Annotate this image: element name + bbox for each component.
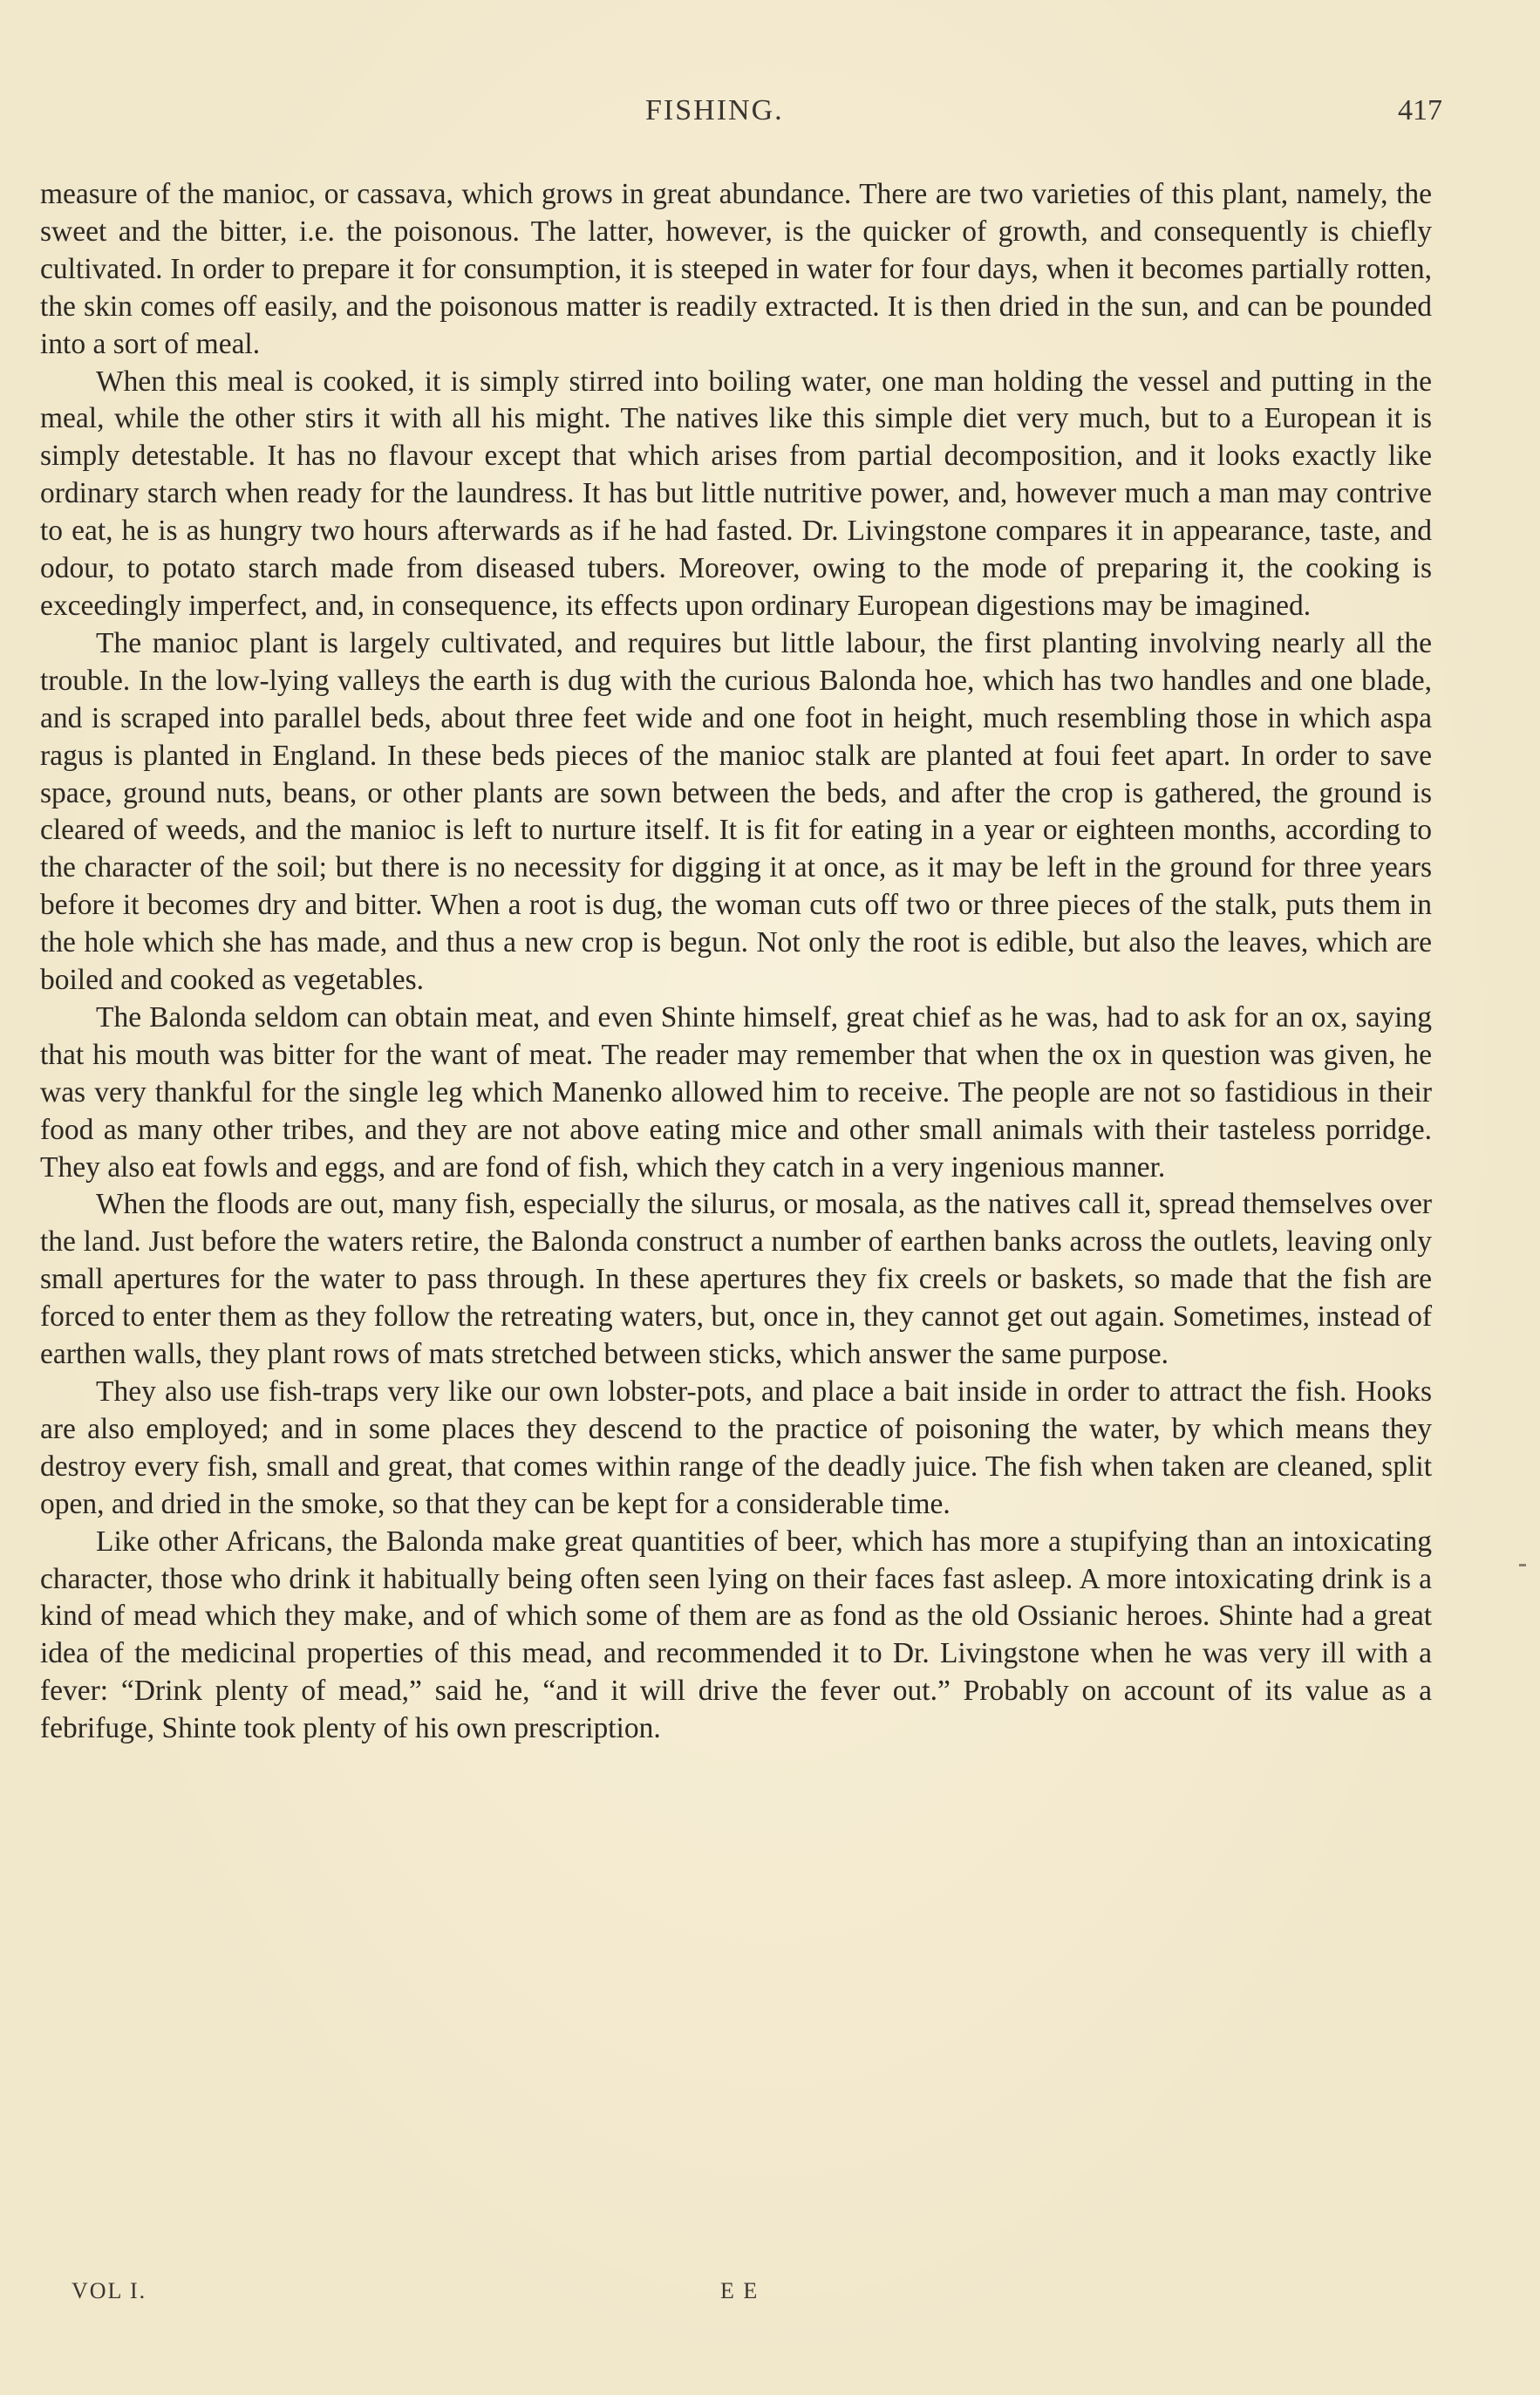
paragraph-5: When the floods are out, many fish, especially the silurus, or mosala, as the natives call it, spread themselves over the land. Just before the waters retire, the Balonda construct a number of earthen banks across the outlets, leaving only small apertures for the water to pass through. In these apertures they fix creels or baskets, so made that the fish are forced to enter them as they follow the retreating waters, but, once in, they cannot get out again. Sometimes, instead of earthen walls, they plant rows of mats stretched between sticks, which answer the same purpose. xyxy=(40,1188,1432,1371)
page-footer xyxy=(0,2278,1540,2313)
volume-label: VOL I. xyxy=(72,2278,147,2303)
paragraph-7: Like other Africans, the Balonda make great quantities of beer, which has more a stupifying than an intoxicating character, those who drink it habitually being often seen lying on their faces fast asleep. A more intoxicating drink is a kind of mead which they make, and of which some of them are as fond as the old Ossianic heroes. Shinte had a great idea of the medicinal properties of this mead, and recommended it to Dr. Livingstone when he was very ill with a fever: “Drink plenty of mead,” said he, “and it will drive the fever out.” Probably on account of its value as a febrifuge, Shinte took plenty of his own prescription. xyxy=(40,1525,1432,1745)
running-title: FISHING. xyxy=(645,94,784,126)
paragraph-6: They also use fish-traps very like our own lobster-pots, and place a bait inside in order to attract the fish. Hooks are also employed; and in some places they descend to the practice of poisoning the water, by which means they destroy every fish, small and great, that comes within range of the deadly juice. The fish when taken are cleaned, split open, and dried in the smoke, so that they can be kept for a considerable time. xyxy=(40,1375,1432,1520)
paragraph-4: The Balonda seldom can obtain meat, and even Shinte himself, great chief as he was, had to ask for an ox, saying that his mouth was bitter for the want of meat. The reader may remember that when the ox in question was given, he was very thankful for the single leg which Manenko allowed him to receive. The people are not so fastidious in their food as many other tribes, and they are not above eating mice and other small animals with their tasteless porridge. They also eat fowls and eggs, and are fond of fish, which they catch in a very ingenious manner. xyxy=(40,1000,1432,1184)
running-head xyxy=(0,94,1540,138)
page-number: 417 xyxy=(1398,94,1442,126)
body-text xyxy=(40,176,1432,1748)
paragraph-1: measure of the manioc, or cassava, which grows in great abundance. There are two varieties of this plant, namely, the sweet and the bitter, i.e. the poisonous. The latter, however, is the quicker of growth, and consequently is chiefly cultivated. In order to prepare it for consumption, it is steeped in water for four days, when it becomes partially rotten, the skin comes off easily, and the poisonous matter is readily extracted. It is then dried in the sun, and can be pounded into a sort of meal. xyxy=(40,178,1432,360)
margin-mark xyxy=(1519,1564,1526,1566)
paragraph-3: The manioc plant is largely cultivated, and requires but little labour, the first planting involving nearly all the trouble. In the low-lying valleys the earth is dug with the curious Balonda hoe, which has two handles and one blade, and is scraped into parallel beds, about three feet wide and one foot in height, much resembling those in which aspa ragus is planted in England. In these beds pieces of the manioc stalk are planted at foui feet apart. In order to save space, ground nuts, beans, or other plants are sown between the beds, and after the crop is gathered, the ground is cleared of weeds, and the manioc is left to nurture itself. It is fit for eating in a year or eighteen months, according to the character of the soil; but there is no necessity for digging it at once, as it may be left in the ground for three years before it becomes dry and bitter. When a root is dug, the woman cuts off two or three pieces of the stalk, puts them in the hole which she has made, and thus a new crop is begun. Not only the root is edible, but also the leaves, which are boiled and cooked as vegetables. xyxy=(40,626,1432,997)
signature-mark: E E xyxy=(720,2278,760,2303)
paragraph-2: When this meal is cooked, it is simply stirred into boiling water, one man holding the vessel and putting in the meal, while the other stirs it with all his might. The natives like this simple diet very much, but to a European it is simply detestable. It has no flavour except that which arises from partial decomposition, and it looks exactly like ordinary starch when ready for the laundress. It has but little nutritive power, and, however much a man may contrive to eat, he is as hungry two hours afterwards as if he had fasted. Dr. Livingstone compares it in appearance, taste, and odour, to potato starch made from diseased tubers. Moreover, owing to the mode of preparing it, the cooking is exceedingly imperfect, and, in consequence, its effects upon ordinary European digestions may be imagined. xyxy=(40,365,1432,622)
